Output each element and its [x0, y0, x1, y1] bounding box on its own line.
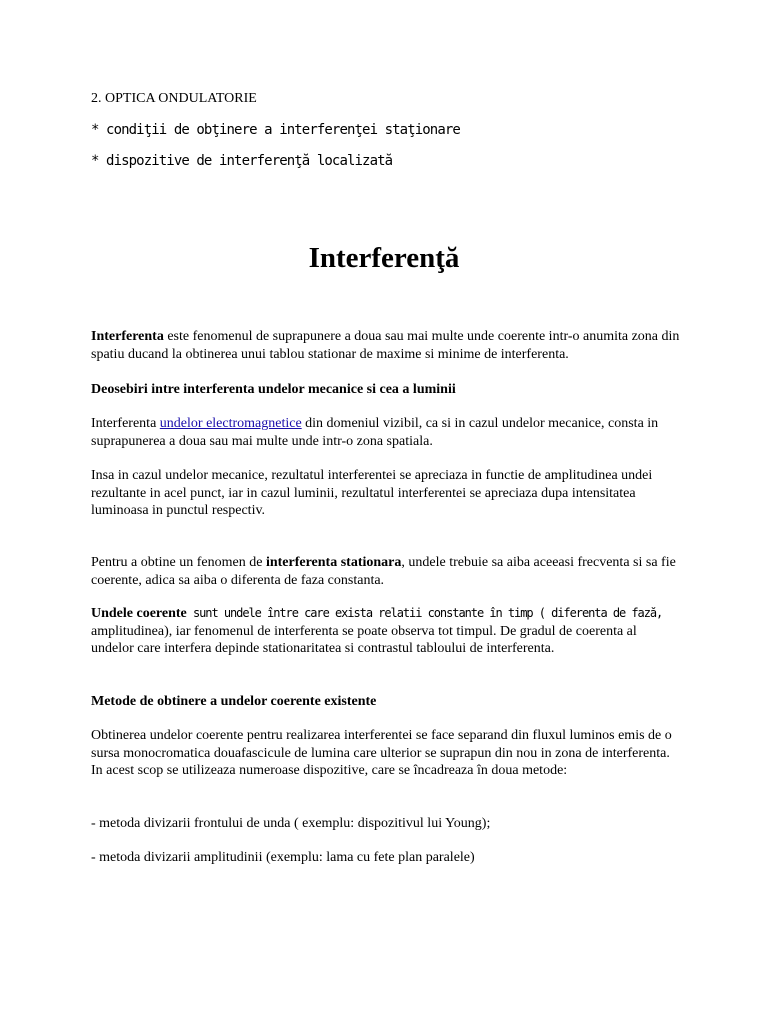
coherent-term: Undele coerente [91, 606, 187, 621]
definition-text: este fenomenul de suprapunere a doua sau mai multe unde coerente intr-o anumita zona din spatiu ducand la obtinerea unui tablou stationar de maxime si minime de interferenta. [91, 329, 680, 362]
heading-methods: Metode de obtinere a undelor coerente existente [91, 694, 377, 709]
paragraph-stationary: Pentru a obtine un fenomen de interferenta stationara, undele trebuie sa aiba aceeasi frecventa si sa fie coerente, adica sa aiba o diferenta de faza constanta. [91, 555, 676, 588]
page-title: Interferenţă [308, 242, 460, 274]
paragraph-methods-intro: Obtinerea undelor coerente pentru realizarea interferentei se face separand din fluxul luminos emis de o sursa monocromatica douafascicule de lumina care ulterior se suprapun din nou in zona de interferenta. In acest scop se utilizeaza numeroase dispozitive, care se încadreaza în doua metode: [91, 728, 672, 778]
definition-term: Interferenta [91, 329, 164, 344]
electromagnetic-waves-link[interactable]: undelor electromagnetice [159, 416, 302, 431]
paragraph-mechanical-vs-light: Insa in cazul undelor mecanice, rezultatul interferentei se apreciaza in functie de amplitudinea undei rezultante in acel punct, iar in cazul luminii, rezultatul interferentei se apreciaza dupa intensitatea luminoasa in punctul respectiv. [91, 468, 653, 518]
heading-differences: Deosebiri intre interferenta undelor mecanice si cea a luminii [91, 382, 456, 397]
bullet-item: * dispozitive de interferenţă localizată [91, 153, 393, 169]
bullet-item: * condiţii de obţinere a interferenţei staţionare [91, 122, 460, 138]
method-item: - metoda divizarii frontului de unda ( exemplu: dispozitivul lui Young); [91, 816, 491, 831]
section-heading: 2. OPTICA ONDULATORIE [91, 91, 257, 106]
paragraph-coherent-waves: Undele coerente sunt undele între care exista relatii constante în timp ( diferenta de fază, amplitudinea), iar fenomenul de interferenta se poate observa tot timpul. De gradul de coerenta al undelor care interfera depinde stationaritatea si contrastul tabloului de interferenta. [91, 606, 663, 656]
stationary-term: interferenta stationara [265, 555, 402, 570]
method-item: - metoda divizarii amplitudinii (exemplu: lama cu fete plan paralele) [91, 850, 475, 865]
paragraph-electromagnetic: Interferenta undelor electromagnetice din domeniul vizibil, ca si in cazul undelor mecanice, consta in suprapunerea a doua sau mai multe unde intr-o zona spatiala. [91, 416, 659, 449]
definition-paragraph [91, 328, 681, 363]
